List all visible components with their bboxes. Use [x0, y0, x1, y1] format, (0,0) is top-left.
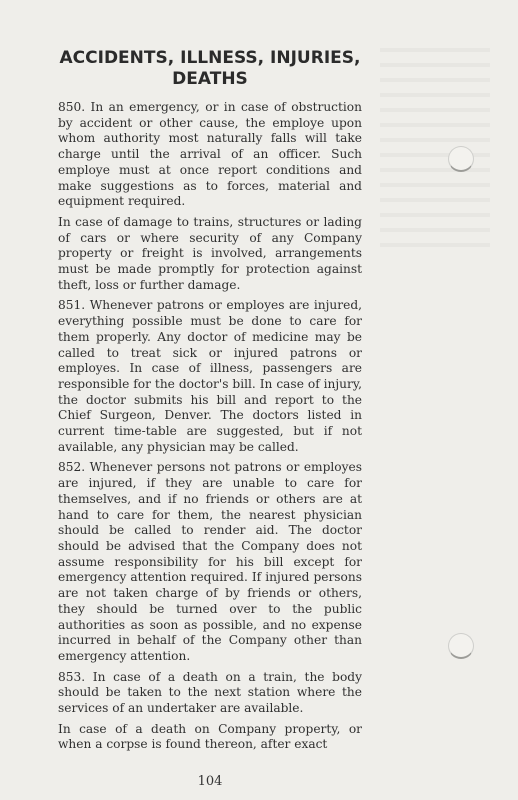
page-number: 104 — [197, 774, 223, 789]
rules-text — [58, 100, 362, 758]
binder-hole-bottom — [448, 633, 474, 659]
section-title-line-2: DEATHS — [172, 69, 248, 89]
rule-852-paragraph: 852. Whenever persons not patrons or employes are injured, if they are unable to care for themselves, and if no friends or others are at hand to care for them, the nearest physician should be called to render aid. The doctor should be advised that the Company does not assume responsibility for his bill except for emergency attention required. If injured persons are not taken charge of by friends or others, they should be turned over to the public authorities as soon as possible, and no expense incurred in behalf of the Company other than emergency attention. — [58, 460, 362, 663]
section-title-line-1: ACCIDENTS, ILLNESS, INJURIES, — [59, 48, 361, 68]
death-on-property-paragraph: In case of a death on Company property, or when a corpse is found thereon, after exact — [58, 721, 362, 752]
bleed-through-shadow — [380, 48, 490, 248]
binder-hole-top — [448, 146, 474, 172]
damage-protection-paragraph: In case of damage to trains, structures or lading of cars or where security of any Company property or freight is involved, arrangements must be made promptly for protection against theft, loss or further damage. — [58, 214, 362, 292]
rule-853-paragraph: 853. In case of a death on a train, the body should be taken to the next station where the services of an undertaker are available. — [58, 669, 362, 716]
rule-851-paragraph: 851. Whenever patrons or employes are injured, everything possible must be done to care for them properly. Any doctor of medicine may be called to treat sick or injured patrons or employes. In case of illness, passengers are responsible for the doctor's bill. In case of injury, the doctor submits his bill and report to the Chief Surgeon, Denver. The doctors listed in current time-table are suggested, but if not available, any physician may be called. — [58, 298, 362, 454]
rule-850-paragraph: 850. In an emergency, or in case of obstruction by accident or other cause, the employe upon whom authority most naturally falls will take charge until the arrival of an officer. Such employe must at once report conditions and make suggestions as to forces, material and equipment required. — [58, 100, 362, 209]
